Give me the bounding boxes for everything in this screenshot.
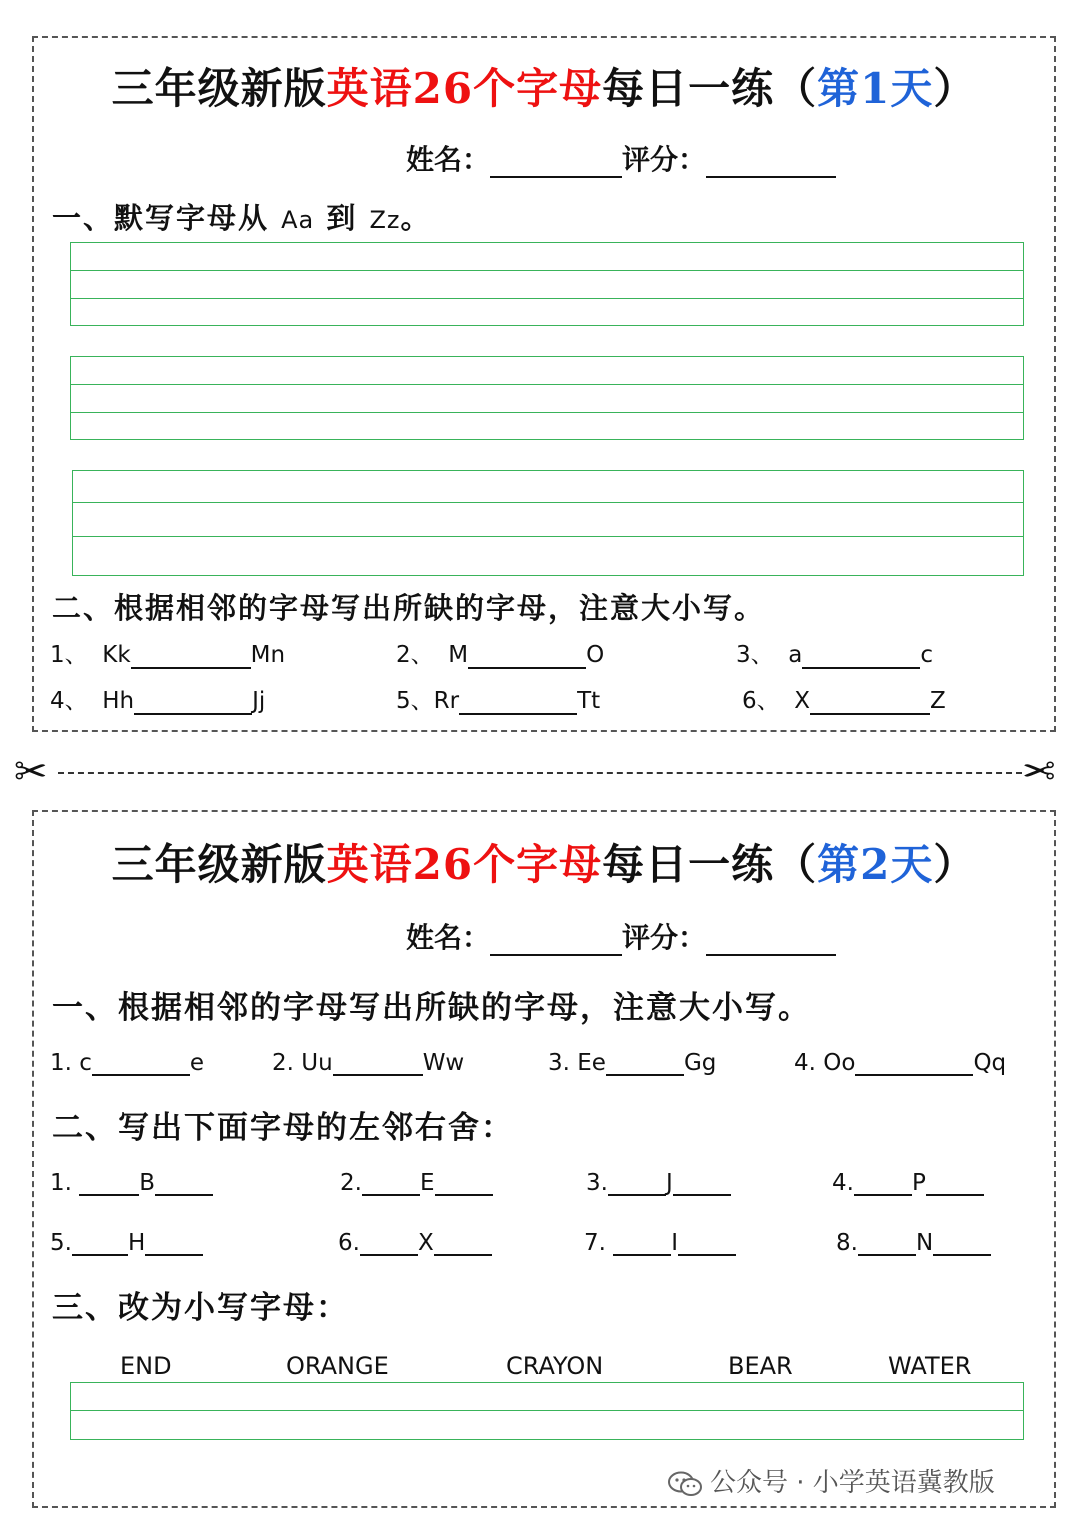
title-part: 每日一练（ [602, 64, 818, 113]
scissors-icon: ✂ [14, 749, 48, 795]
fill-item: 3. Ee Gg [548, 1050, 717, 1076]
neighbor-item: 7. I [584, 1230, 736, 1256]
fill-item: 1、 Kk Mn [50, 642, 286, 668]
title-part: 三年级新版 [111, 840, 327, 889]
fill-item: 3、 a c [736, 642, 934, 668]
writing-lines[interactable] [70, 242, 1024, 326]
title-part: 每日一练（ [602, 840, 818, 889]
title-highlight: 英语26个字母 [326, 64, 603, 113]
section-heading: 二、写出下面字母的左邻右舍： [52, 1110, 514, 1146]
neighbor-item: 8. N [836, 1230, 991, 1256]
answer-blank[interactable] [362, 1170, 420, 1196]
name-label: 姓名： [406, 921, 491, 954]
fill-item: 5、Rr Tt [396, 688, 601, 714]
letter-from: Aa [281, 206, 315, 234]
answer-blank[interactable] [459, 689, 577, 715]
fill-item: 2、 M O [396, 642, 605, 668]
answer-blank[interactable] [79, 1170, 139, 1196]
day-label: 第2天 [817, 840, 934, 889]
uppercase-word: WATER [888, 1352, 972, 1380]
answer-blank[interactable] [333, 1050, 423, 1076]
section-heading [52, 196, 432, 237]
title-part: ） [933, 64, 977, 113]
fill-item: 1. c e [50, 1050, 205, 1076]
writing-lines[interactable] [70, 356, 1024, 440]
writing-lines[interactable] [70, 1382, 1024, 1440]
writing-lines[interactable] [72, 470, 1024, 576]
section-text: 。 [400, 201, 432, 235]
worksheet-title [34, 832, 1054, 892]
neighbor-item: 5. H [50, 1230, 203, 1256]
score-blank[interactable] [706, 922, 836, 956]
answer-blank[interactable] [855, 1050, 973, 1076]
section-text: 到 [314, 201, 370, 235]
name-score-row [406, 916, 836, 956]
answer-blank[interactable] [673, 1170, 731, 1196]
answer-blank[interactable] [606, 1050, 684, 1076]
name-blank[interactable] [490, 144, 622, 178]
name-blank[interactable] [490, 922, 622, 956]
name-label: 姓名： [406, 143, 491, 176]
answer-blank[interactable] [155, 1170, 213, 1196]
wechat-icon [668, 1471, 702, 1497]
answer-blank[interactable] [435, 1170, 493, 1196]
answer-blank[interactable] [608, 1170, 666, 1196]
answer-blank[interactable] [360, 1230, 418, 1256]
score-blank[interactable] [706, 144, 836, 178]
answer-blank[interactable] [468, 643, 586, 669]
score-label: 评分： [622, 921, 707, 954]
fill-item: 2. Uu Ww [272, 1050, 465, 1076]
answer-blank[interactable] [131, 643, 251, 669]
answer-blank[interactable] [802, 643, 920, 669]
answer-blank[interactable] [92, 1050, 190, 1076]
name-score-row [406, 138, 836, 178]
title-highlight: 英语26个字母 [326, 840, 603, 889]
uppercase-word: END [120, 1352, 172, 1380]
neighbor-item: 6. X [338, 1230, 492, 1256]
answer-blank[interactable] [933, 1230, 991, 1256]
neighbor-item: 2. E [340, 1170, 493, 1196]
letter-to: Zz [369, 206, 401, 234]
fill-item: 6、 X Z [742, 688, 946, 714]
worksheet-title [34, 56, 1054, 116]
answer-blank[interactable] [854, 1170, 912, 1196]
cut-line [58, 772, 1022, 774]
fill-item: 4、 Hh Jj [50, 688, 266, 714]
worksheet-day1 [32, 36, 1056, 732]
uppercase-word: ORANGE [286, 1352, 389, 1380]
answer-blank[interactable] [434, 1230, 492, 1256]
answer-blank[interactable] [72, 1230, 128, 1256]
section-heading: 一、根据相邻的字母写出所缺的字母，注意大小写。 [52, 990, 811, 1026]
answer-blank[interactable] [134, 689, 252, 715]
day-label: 第1天 [817, 64, 934, 113]
section-heading: 三、改为小写字母： [52, 1290, 349, 1326]
watermark-text: 公众号 · 小学英语冀教版 [710, 1468, 995, 1498]
neighbor-item: 4. P [832, 1170, 984, 1196]
uppercase-word: CRAYON [506, 1352, 604, 1380]
title-part: 三年级新版 [111, 64, 327, 113]
neighbor-item: 3. J [586, 1170, 731, 1196]
neighbor-item: 1. B [50, 1170, 213, 1196]
section-heading: 二、根据相邻的字母写出所缺的字母，注意大小写。 [52, 591, 766, 625]
watermark [668, 1462, 995, 1499]
section-text: 一、默写字母从 [52, 201, 282, 235]
answer-blank[interactable] [145, 1230, 203, 1256]
answer-blank[interactable] [678, 1230, 736, 1256]
answer-blank[interactable] [810, 689, 930, 715]
title-part: ） [933, 840, 977, 889]
answer-blank[interactable] [613, 1230, 671, 1256]
fill-item: 4. Oo Qq [794, 1050, 1007, 1076]
answer-blank[interactable] [926, 1170, 984, 1196]
worksheet-day2 [32, 810, 1056, 1508]
uppercase-word: BEAR [728, 1352, 793, 1380]
answer-blank[interactable] [858, 1230, 916, 1256]
scissors-icon: ✂ [1022, 749, 1056, 795]
score-label: 评分： [622, 143, 707, 176]
